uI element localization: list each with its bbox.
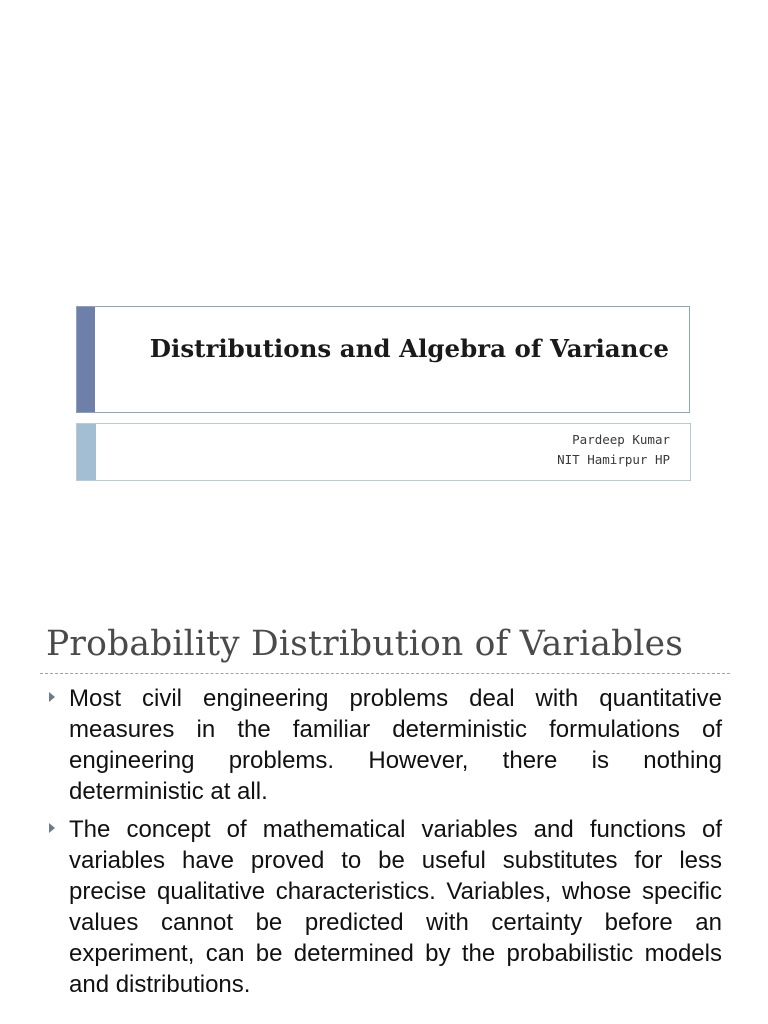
content-slide-title: Probability Distribution of Variables bbox=[46, 624, 684, 664]
bullet-list bbox=[46, 683, 722, 1007]
content-slide bbox=[0, 597, 768, 1024]
title-box bbox=[76, 306, 690, 413]
bullet-item bbox=[46, 814, 722, 1000]
triangle-bullet-icon bbox=[49, 692, 55, 702]
author-name: Pardeep Kumar bbox=[572, 432, 670, 447]
subtitle bbox=[557, 430, 670, 470]
triangle-bullet-icon bbox=[49, 823, 55, 833]
subtitle-accent-bar bbox=[77, 424, 96, 480]
bullet-text: The concept of mathematical variables and functions of variables have proved to be useful substitutes for less precise qualitative characteristics. Variables, whose specific values cannot be predicted with certainty before an experiment, can be determined by the probabilistic models and distributions. bbox=[69, 816, 722, 998]
title-divider bbox=[40, 673, 730, 674]
bullet-item bbox=[46, 683, 722, 807]
subtitle-box bbox=[76, 423, 691, 481]
author-affiliation: NIT Hamirpur HP bbox=[557, 452, 670, 467]
bullet-text: Most civil engineering problems deal with quantitative measures in the familiar deterministic formulations of engineering problems. However, there is nothing deterministic at all. bbox=[69, 685, 722, 805]
title-accent-bar bbox=[77, 307, 95, 412]
slide-title: Distributions and Algebra of Variance bbox=[149, 334, 669, 363]
